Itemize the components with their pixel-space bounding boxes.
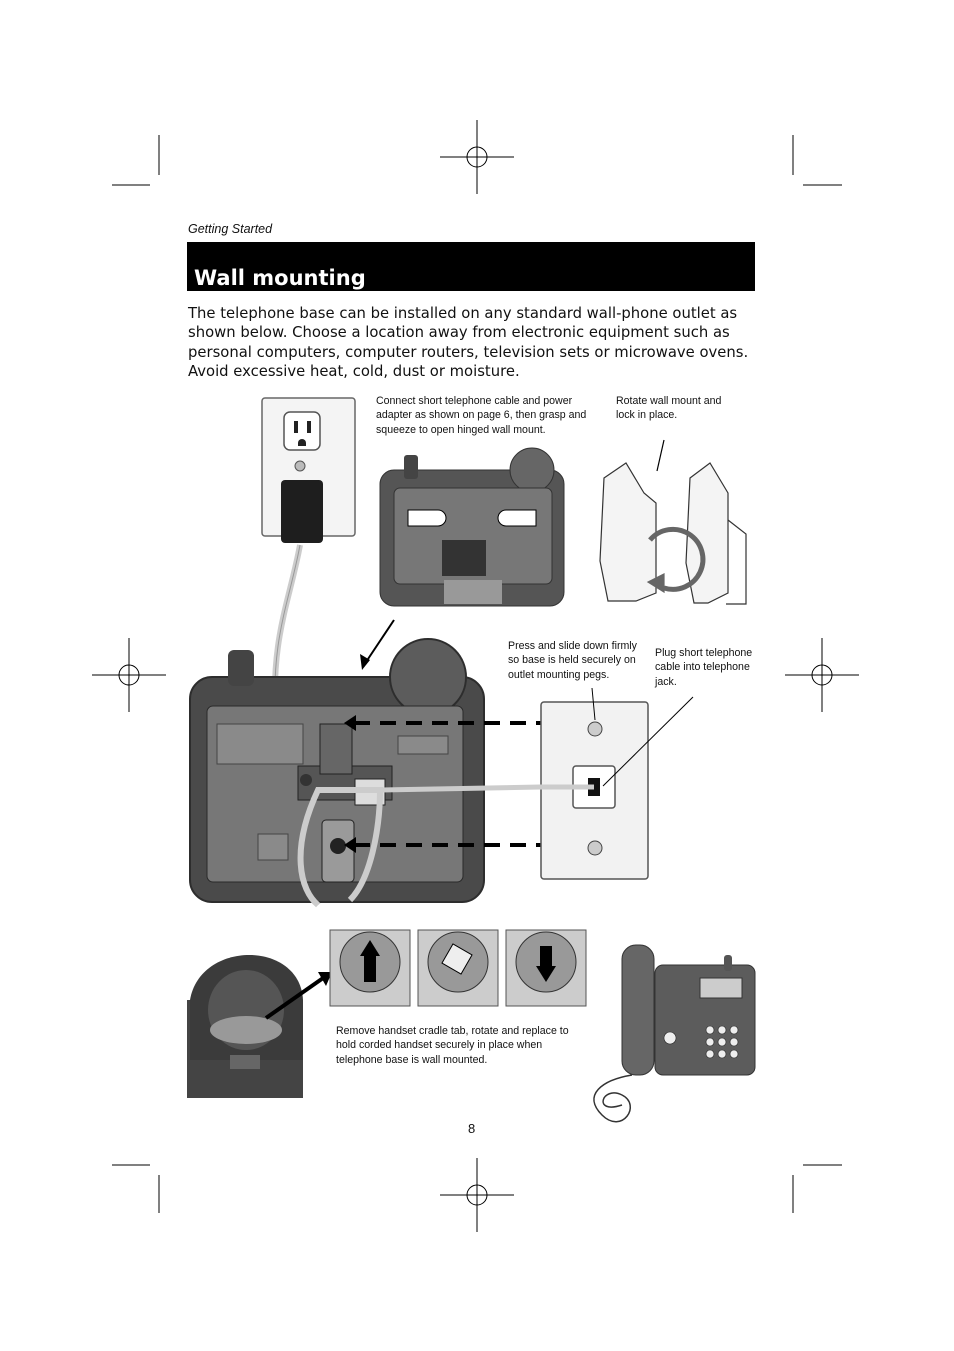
page-number: 8 xyxy=(468,1121,476,1136)
caption-plug-cable: Plug short telephone cable into telephone jack. xyxy=(655,647,753,688)
tab-steps-images xyxy=(330,930,586,1006)
base-open-image xyxy=(360,448,564,670)
wall-mount-side-views xyxy=(600,440,746,604)
caption-press-slide: Press and slide down firmly so base is held securely on outlet mounting pegs. xyxy=(508,640,637,681)
base-main-image xyxy=(190,639,484,905)
phone-image xyxy=(594,945,755,1122)
intro-paragraph: The telephone base can be installed on any standard wall-phone outlet as shown below. Choose a location away from electronic equipment such as personal computers, computer routers, television sets or microwave ovens. Avoid excessive heat, cold, dust or moisture. xyxy=(188,305,749,380)
caption-cradle-tab: Remove handset cradle tab, rotate and replace to hold corded handset securely in place when telephone base is wall mounted. xyxy=(336,1025,569,1066)
caption-connect-cable: Connect short telephone cable and power adapter as shown on page 6, then grasp and squeeze to open hinged wall mount. xyxy=(376,395,587,436)
cradle-closeup-image xyxy=(187,955,332,1098)
page-title: Wall mounting xyxy=(194,266,366,290)
caption-rotate-mount: Rotate wall mount and lock in place. xyxy=(616,395,722,422)
section-label: Getting Started xyxy=(188,222,273,236)
title-bar xyxy=(187,242,755,291)
